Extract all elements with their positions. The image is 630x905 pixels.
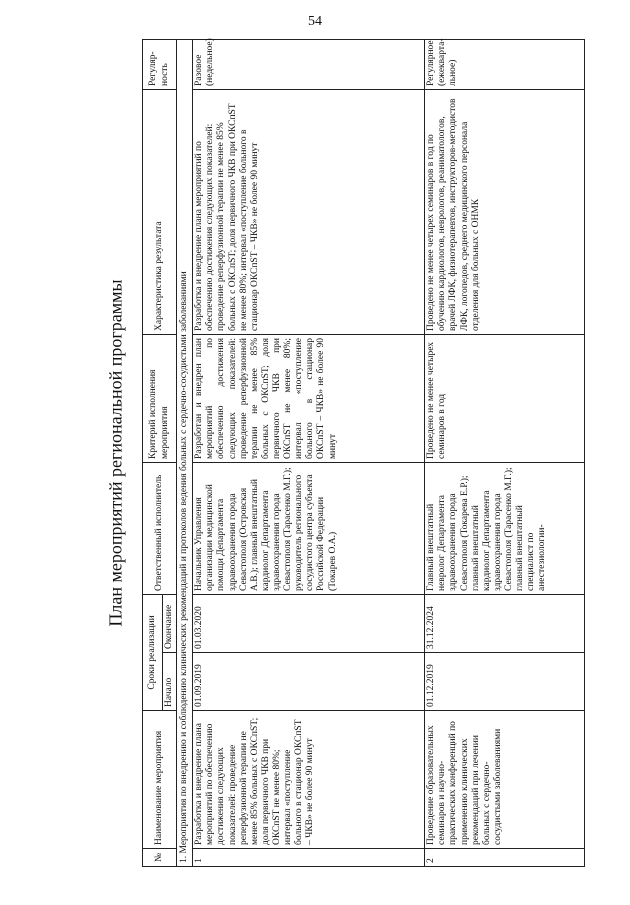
section-title: 1. Мероприятия по внедрению и соблюдению клинических рекомендаций и протоколов ведения больных с сердечно-сосудистыми заболеваниями	[177, 40, 193, 867]
header-dates: Сроки реализации	[143, 595, 163, 711]
row-criterion: Разработан и внедрен план мероприятий по обеспечению достижения следующих показателей: проведение реперфузионной терапии не менее 85% больных с ОКСпST; доля первичного ЧКВ при ОКСпST не менее 80%; интервал «поступление больного в стационар ОКСпST – ЧКВ» не более 90 минут	[193, 335, 425, 463]
row-end: 01.03.2020	[193, 595, 425, 653]
measures-table	[142, 39, 585, 867]
row-regularity: Регулярное (ежекварта-льное)	[425, 40, 585, 90]
header-start: Начало	[163, 653, 177, 711]
page-number: 54	[308, 14, 322, 29]
row-start: 01.09.2019	[193, 653, 425, 711]
table-row	[193, 40, 425, 867]
header-regularity: Регуляр-ность	[143, 40, 177, 90]
row-num: 1	[193, 849, 425, 867]
row-end: 31.12.2024	[425, 595, 585, 653]
header-criterion: Критерий исполнения мероприятия	[143, 335, 177, 463]
document-title: План мероприятий региональной программы	[105, 279, 126, 627]
row-num: 2	[425, 849, 585, 867]
row-name: Разработка и внедрение плана мероприятий по обеспечению достижения следующих показателей: проведение реперфузионной терапии не менее 85% больных с ОКСпST; доля первичного ЧКВ при ОКСпST не менее 80%; интервал «поступление больного в стационар ОКСпST – ЧКВ» не более 90 минут	[193, 711, 425, 849]
row-regularity: Разовое (недельное)	[193, 40, 425, 90]
header-end: Окончание	[163, 595, 177, 653]
row-result: Проведено не менее четырех семинаров в год по обучению кардиологов, неврологов, реаниматологов, врачей ЛФК, физиотерапевтов, инструкторов-методистов ЛФК, логопедов, среднего медицинского персонала отделения для больных с ОНМК	[425, 90, 585, 335]
row-name: Проведение образовательных семинаров и научно-практических конференций по применению клинических рекомендаций при лечении больных с сердечно-сосудистыми заболеваниями	[425, 711, 585, 849]
header-responsible: Ответственный исполнитель	[143, 463, 177, 595]
row-start: 01.12.2019	[425, 653, 585, 711]
table-row	[425, 40, 585, 867]
header-result: Характеристика результата	[143, 90, 177, 335]
header-num: №	[143, 849, 177, 867]
row-responsible: Главный внештатный невролог Департамента здравоохранения города Севастополя (Токарева Е.Р.); главный внештатный кардиолог Департамента здравоохранения города Севастополя (Тарасенко М.Г.); главный внештатный специалист по анестезиологии-	[425, 463, 585, 595]
row-result: Разработка и внедрение плана мероприятий по обеспечению достижения следующих показателей: проведение реперфузионной терапии не менее 85% больных с ОКСпST; доля первичного ЧКВ при ОКСпST не менее 80%; интервал «поступление больного в стационар ОКСпST – ЧКВ» не более 90 минут	[193, 90, 425, 335]
row-responsible: Начальник Управления организации медицинской помощи Департамента здравоохранения города Севастополя (Островская А.В.); главный внештатный кардиолог Департамента здравоохранения города Севастополя (Тарасенко М.Г.); руководитель регионального сосудистого центра субъекта Российской Федерации (Токарев О.А.)	[193, 463, 425, 595]
rotated-table-container	[142, 40, 587, 867]
header-name: Наименование мероприятия	[143, 711, 177, 849]
row-criterion: Проведено не менее четырех семинаров в год	[425, 335, 585, 463]
